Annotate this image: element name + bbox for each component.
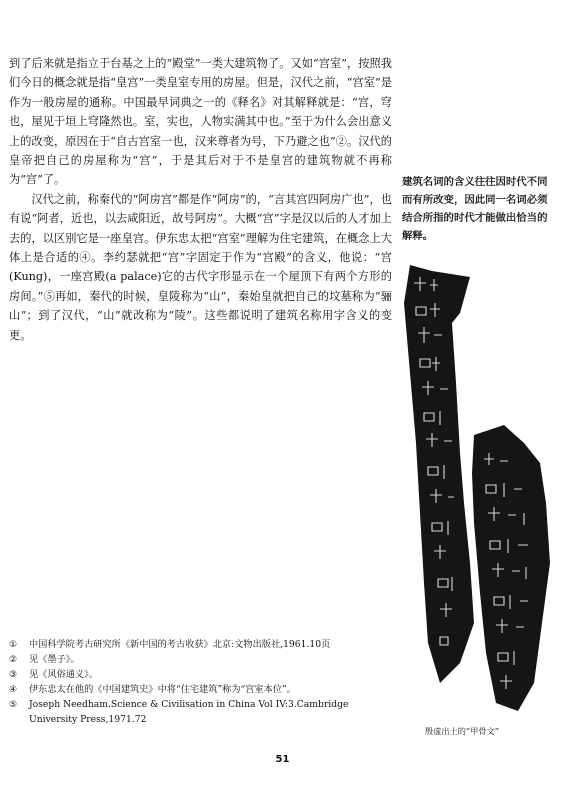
oracle-bone-image xyxy=(400,263,555,718)
footnote-marker: ④ xyxy=(9,684,18,695)
footnote xyxy=(9,698,392,728)
footnote-text: 见《墨子》。 xyxy=(29,653,80,665)
footnote-marker: ⑤ xyxy=(9,699,18,710)
figure-caption: 殷虚出土的“甲骨文” xyxy=(425,726,499,736)
footnote-text: 伊东忠太在他的《中国建筑史》中将“住宅建筑”称为“宫室本位”。 xyxy=(29,683,296,695)
footnote-marker: ① xyxy=(9,640,18,650)
paragraph: 汉代之前，称秦代的“阿房宫”都是作“阿房”的，“言其宫四阿房广也”，也有说“阿者，近也，以去咸阳近，故号阿房”。大概“宫”字是汉以后的人才加上去的，以区别它是一座皇宫。伊东忠太把“宫室”理解为住宅建筑，在概念上大体上是合适的④。李约瑟就把“宫”字固定于作为“宫殿”的含义，他说：“宫(Kung)，一座宫殿(a palace)它的古代字形显示在一个屋顶下有两个方形的房间。”⑤再如，秦代的时候，皇陵称为“山”，秦始皇就把自己的坟墓称为“骊山”；到了汉代，“山”就改称为“陵”。这些都说明了建筑名称用字含义的变更。 xyxy=(9,192,392,342)
footnote-text: 中国科学院考古研究所《新中国的考古收获》北京:文物出版社,1961.10页 xyxy=(29,639,331,650)
footnote xyxy=(9,683,392,698)
footnote xyxy=(9,638,392,653)
paragraph: 到了后来就是指立于台基之上的“殿堂”一类大建筑物了。又如“宫室”，按照我们今日的概念就是指“皇宫”一类皇室专用的房屋。但是，汉代之前，“宫室”是作为一般房屋的通称。中国最早词典之一的《释名》对其解释就是：“宫，穹也，屋见于垣上穹隆然也。室，实也，人物实满其中也。”至于为什么会出意义上的改变，原因在于“自古宫室一也，汉来尊者为号，下乃避之也”②。汉代的皇帝把自己的房屋称为“宫”，于是其后对于不是皇宫的建筑物就不再称为“宫”了。 xyxy=(9,57,392,187)
sidebar-note: 建筑名词的含义往往因时代不同而有所改变，因此同一名词必须结合所指的时代才能做出恰当的解释。 xyxy=(402,176,548,242)
footnote-text: Joseph Needham.Science & Civilisation in China Vol IV:3.Cambridge University Press,1971.72 xyxy=(29,698,349,725)
footnote xyxy=(9,668,392,683)
main-text xyxy=(9,54,392,345)
footnote-marker: ② xyxy=(9,654,18,665)
footnote xyxy=(9,653,392,668)
page-number: 51 xyxy=(275,754,290,765)
footnote-marker: ③ xyxy=(9,669,18,680)
footnote-text: 见《风俗通义》。 xyxy=(29,668,98,680)
footnotes xyxy=(9,638,392,727)
